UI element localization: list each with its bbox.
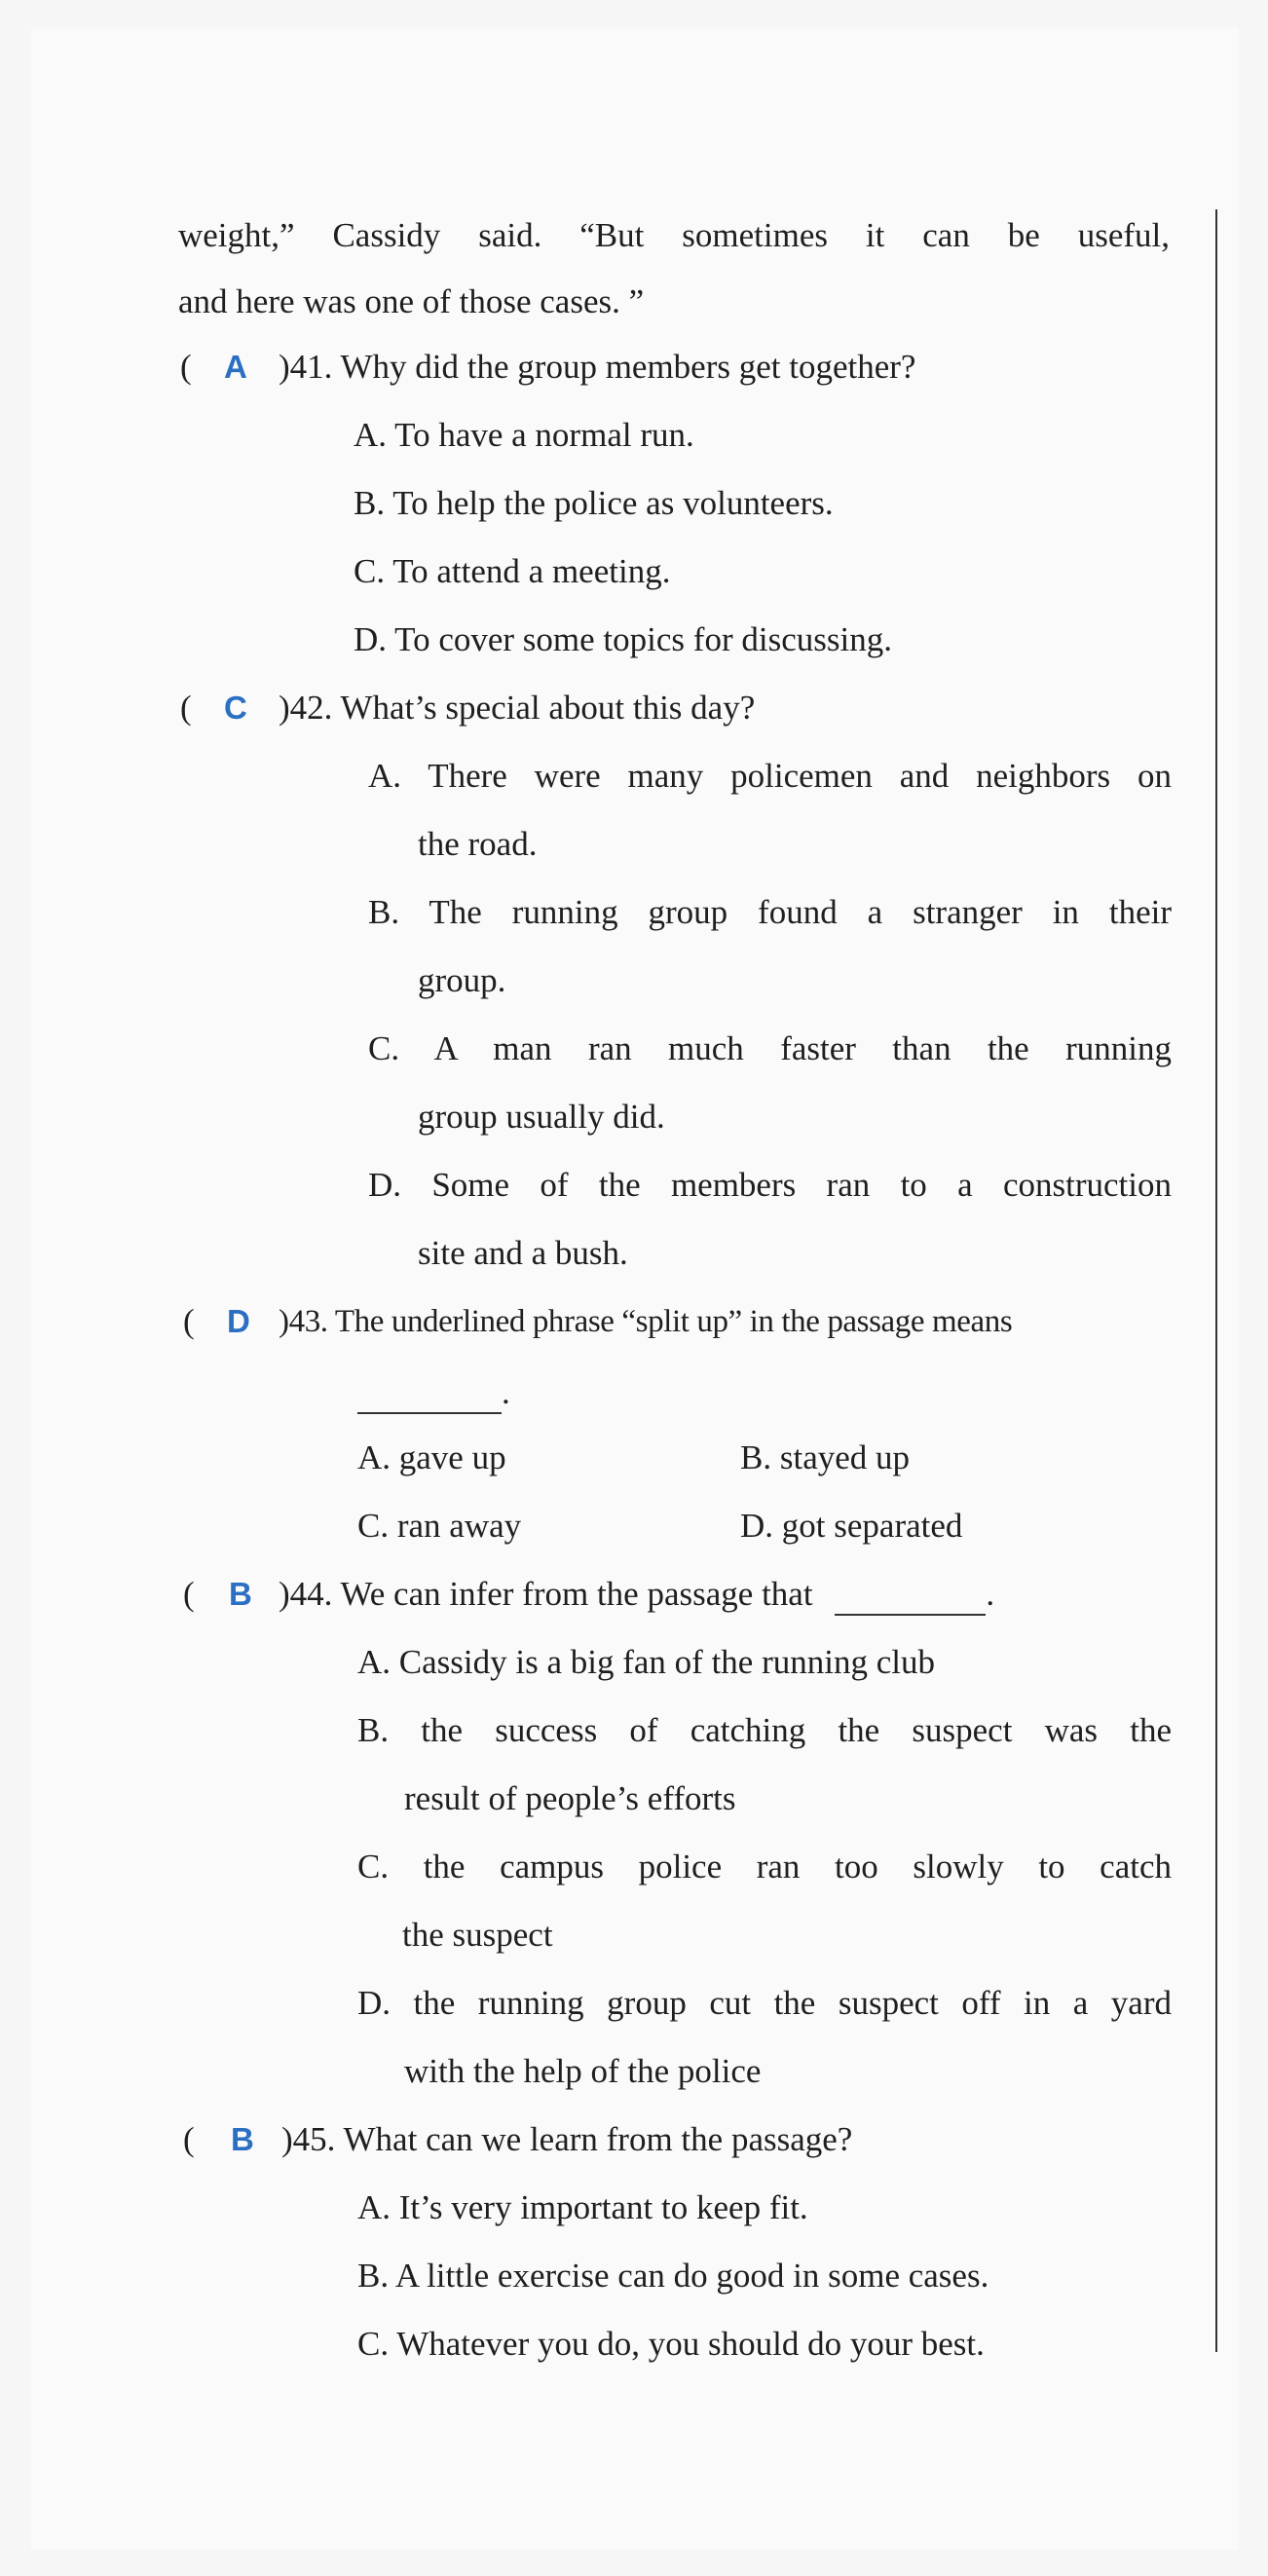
option-a: A. Cassidy is a big fan of the running club [357,1643,935,1681]
option-d: D. To cover some topics for discussing. [354,620,892,658]
margin-rule [1215,209,1217,2352]
option-c: C. To attend a meeting. [354,552,671,590]
option-d-cont: with the help of the police [404,2052,762,2090]
option-b-cont: result of people’s efforts [404,1779,736,1817]
option-b: B. The running group found a stranger in their [368,893,1172,931]
question-41: )41. Why did the group members get together? [279,348,916,386]
question-44-text: )44. We can infer from the passage that [279,1575,813,1613]
option-c-cont: group usually did. [418,1098,665,1136]
answer-mark: B [229,1576,252,1612]
option-d: D. got separated [740,1507,963,1545]
option-c-cont: the suspect [402,1916,553,1954]
question-44 [279,1575,994,1616]
answer-paren: ( [183,1575,195,1613]
question-43: )43. The underlined phrase “split up” in the passage means [279,1304,1013,1339]
option-a: A. To have a normal run. [354,416,694,454]
answer-blank [357,1373,510,1414]
option-b: B. the success of catching the suspect was the [357,1711,1172,1749]
blank-period: . [986,1575,995,1613]
answer-mark: C [224,690,247,726]
page [31,27,1239,2550]
answer-paren: ( [183,1302,195,1340]
option-a-cont: the road. [418,825,538,863]
option-b: B. stayed up [740,1438,911,1476]
option-c: C. the campus police ran too slowly to catch [357,1848,1172,1885]
option-b: B. To help the police as volunteers. [354,484,834,522]
option-d: D. the running group cut the suspect off in a yard [357,1984,1172,2022]
answer-paren: ( [180,689,192,727]
option-a: A. gave up [357,1438,506,1476]
answer-paren: ( [180,348,192,386]
answer-mark: D [227,1303,250,1339]
option-d-cont: site and a bush. [418,1234,628,1272]
answer-paren: ( [183,2120,195,2158]
blank-period: . [502,1373,510,1411]
answer-mark: A [224,349,247,385]
option-c: C. ran away [357,1507,522,1545]
question-42: )42. What’s special about this day? [279,689,756,727]
option-a: A. It’s very important to keep fit. [357,2188,808,2226]
option-b-cont: group. [418,961,506,999]
question-45: )45. What can we learn from the passage? [281,2120,853,2158]
option-d: D. Some of the members ran to a construction [368,1166,1172,1204]
option-c: C. A man ran much faster than the running [368,1029,1172,1067]
passage-line: and here was one of those cases. ” [178,282,645,320]
option-b: B. A little exercise can do good in some cases. [357,2257,989,2295]
blank-line [835,1575,986,1616]
blank-line [357,1373,502,1414]
option-a: A. There were many policemen and neighbors on [368,757,1172,795]
passage-line: weight,” Cassidy said. “But sometimes it can be useful, [178,216,1170,254]
option-c: C. Whatever you do, you should do your best. [357,2325,985,2363]
answer-mark: B [231,2121,254,2157]
